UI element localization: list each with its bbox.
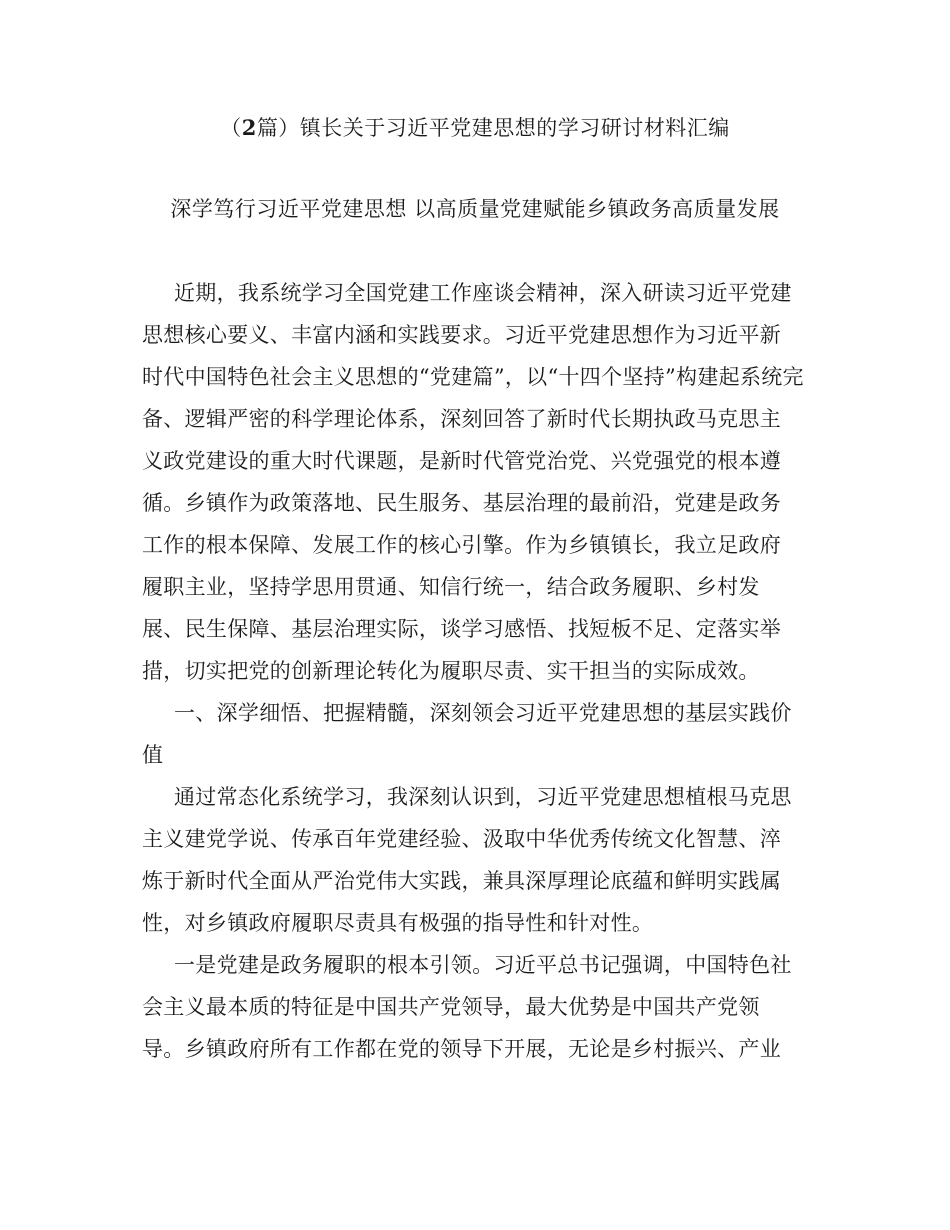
document-body <box>142 272 812 1070</box>
title-number: 2 <box>241 115 257 140</box>
body-line: 一是党建是政务履职的根本引领。习近平总书记强调，中国特色社 <box>174 953 792 977</box>
body-line: 导。乡镇政府所有工作都在党的领导下开展，无论是乡村振兴、产业 <box>142 1037 781 1061</box>
body-line: 主义建党学说、传承百年党建经验、汲取中华优秀传统文化智慧、淬 <box>142 827 781 851</box>
body-line: 展、民生保障、基层治理实际，谈学习感悟、找短板不足、定落实举 <box>142 617 781 641</box>
body-line: 会主义最本质的特征是中国共产党领导，最大优势是中国共产党领 <box>142 995 760 1019</box>
body-line: 思想核心要义、丰富内涵和实践要求。习近平党建思想作为习近平新 <box>142 323 781 347</box>
body-line: 性，对乡镇政府履职尽责具有极强的指导性和针对性。 <box>142 911 654 935</box>
body-line: 近期，我系统学习全国党建工作座谈会精神，深入研读习近平党建 <box>174 281 792 305</box>
body-line: 义政党建设的重大时代课题，是新时代管党治党、兴党强党的根本遵 <box>142 449 781 473</box>
body-line: 时代中国特色社会主义思想的“党建篇”，以“十四个坚持”构建起系统完 <box>142 365 804 389</box>
body-line: 循。乡镇作为政策落地、民生服务、基层治理的最前沿，党建是政务 <box>142 491 781 515</box>
title-rest: 篇）镇长关于习近平党建思想的学习研讨材料汇编 <box>256 116 730 140</box>
body-line: 通过常态化系统学习，我深刻认识到，习近平党建思想植根马克思 <box>174 785 792 809</box>
title-prefix: （ <box>220 116 242 140</box>
body-line: 一、深学细悟、把握精髓，深刻领会习近平党建思想的基层实践价 <box>174 701 792 725</box>
document-subtitle: 深学笃行习近平党建思想 以高质量党建赋能乡镇政务高质量发展 <box>170 197 780 221</box>
body-line: 备、逻辑严密的科学理论体系，深刻回答了新时代长期执政马克思主 <box>142 407 781 431</box>
body-line: 值 <box>142 743 164 767</box>
body-line: 炼于新时代全面从严治党伟大实践，兼具深厚理论底蕴和鲜明实践属 <box>142 869 781 893</box>
body-line: 工作的根本保障、发展工作的核心引擎。作为乡镇镇长，我立足政府 <box>142 533 781 557</box>
document-title <box>0 112 950 144</box>
body-line: 履职主业，坚持学思用贯通、知信行统一，结合政务履职、乡村发 <box>142 575 760 599</box>
body-line: 措，切实把党的创新理论转化为履职尽责、实干担当的实际成效。 <box>142 659 760 683</box>
